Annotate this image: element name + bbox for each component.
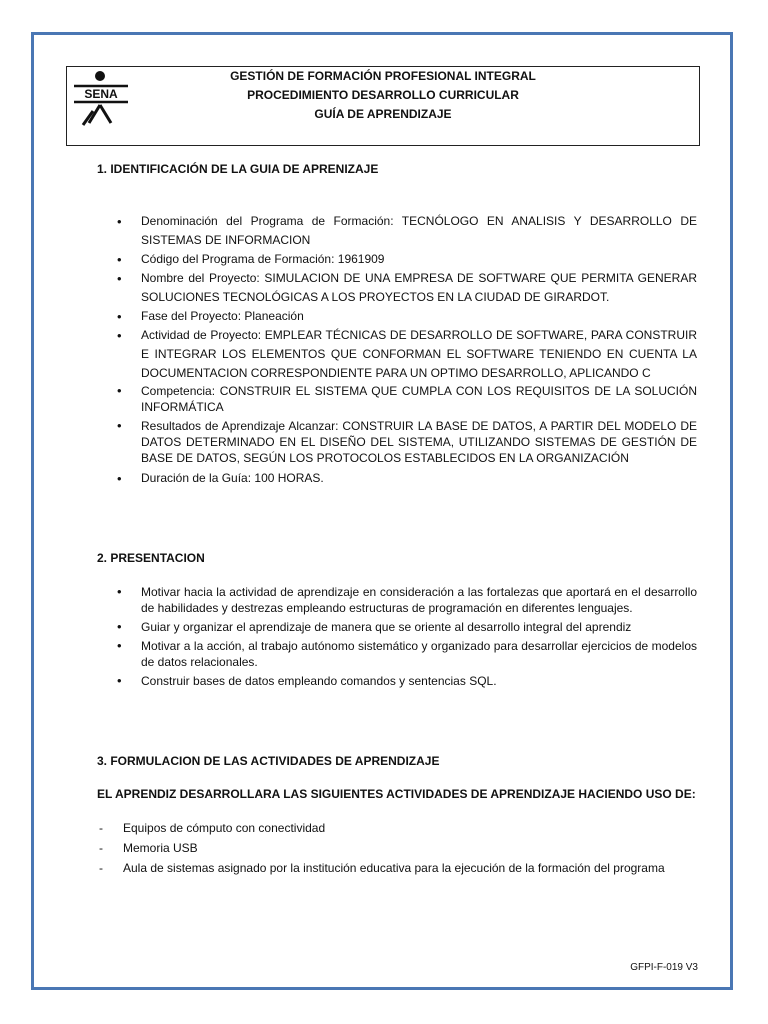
section-3-title: 3. FORMULACION DE LAS ACTIVIDADES DE APRENDIZAJE — [97, 754, 440, 768]
list-item: • Competencia: CONSTRUIR EL SISTEMA QUE CUMPLA CON LOS REQUISITOS DE LA SOLUCIÓN INFORMÁTICA — [97, 383, 697, 415]
list-item: • Resultados de Aprendizaje Alcanzar: CONSTRUIR LA BASE DE DATOS, A PARTIR DEL MODELO DE DATOS DETERMINADO EN EL DISEÑO DEL SISTEMA, UTILIZANDO SISTEMAS DE GESTIÓN DE BASE DE DATOS, SEGÚN LOS PROTOCOLOS ESTABLECIDOS EN LA ORGANIZACIÓN — [97, 418, 697, 466]
header-title-line-2: PROCEDIMIENTO DESARROLLO CURRICULAR — [247, 88, 519, 102]
list-item: • Construir bases de datos empleando comandos y sentencias SQL. — [97, 673, 697, 689]
section-1-title: 1. IDENTIFICACIÓN DE LA GUIA DE APRENIZAJE — [97, 162, 379, 176]
list-item: • Duración de la Guía: 100 HORAS. — [97, 469, 697, 488]
list-item: • Denominación del Programa de Formación: TECNÓLOGO EN ANALISIS Y DESARROLLO DE SISTEMAS DE INFORMACION — [97, 212, 697, 250]
header-title-line-3: GUÍA DE APRENDIZAJE — [314, 107, 452, 121]
list-item: • Motivar a la acción, al trabajo autónomo sistemático y organizado para desarrollar ejercicios de modelos de datos relacionales. — [97, 638, 697, 670]
list-item: • Fase del Proyecto: Planeación — [97, 307, 697, 326]
list-item: - Memoria USB — [97, 838, 697, 858]
section-3-subtitle: EL APRENDIZ DESARROLLARA LAS SIGUIENTES ACTIVIDADES DE APRENDIZAJE HACIENDO USO DE: — [97, 787, 696, 801]
list-item: • Actividad de Proyecto: EMPLEAR TÉCNICAS DE DESARROLLO DE SOFTWARE, PARA CONSTRUIR E INTEGRAR LOS ELEMENTOS QUE CONFORMAN EL SOFTWARE TENIENDO EN CUENTA LA DOCUMENTACION CORRESPONDIENTE PARA UN OPTIMO DESARROLLO, APLICANDO C — [97, 326, 697, 383]
section-2-title: 2. PRESENTACION — [97, 551, 205, 565]
document-header — [66, 66, 700, 146]
list-item: • Nombre del Proyecto: SIMULACION DE UNA EMPRESA DE SOFTWARE QUE PERMITA GENERAR SOLUCIONES TECNOLÓGICAS A LOS PROYECTOS EN LA CIUDAD DE GIRARDOT. — [97, 269, 697, 307]
form-code: GFPI-F-019 V3 — [630, 962, 698, 973]
section-2-list — [97, 584, 697, 692]
list-item: • Código del Programa de Formación: 1961909 — [97, 250, 697, 269]
list-item: - Aula de sistemas asignado por la institución educativa para la ejecución de la formación del programa — [97, 858, 697, 878]
section-3-list — [97, 818, 697, 878]
section-1-list — [97, 212, 697, 488]
list-item: • Guiar y organizar el aprendizaje de manera que se oriente al desarrollo integral del aprendiz — [97, 619, 697, 635]
logo-text: SENA — [84, 87, 118, 101]
header-title-line-1: GESTIÓN DE FORMACIÓN PROFESIONAL INTEGRAL — [230, 69, 536, 83]
list-item: • Motivar hacia la actividad de aprendizaje en consideración a las fortalezas que aportará en el desarrollo de habilidades y destrezas empleando estructuras de programación en diferentes lenguajes. — [97, 584, 697, 616]
list-item: - Equipos de cómputo con conectividad — [97, 818, 697, 838]
